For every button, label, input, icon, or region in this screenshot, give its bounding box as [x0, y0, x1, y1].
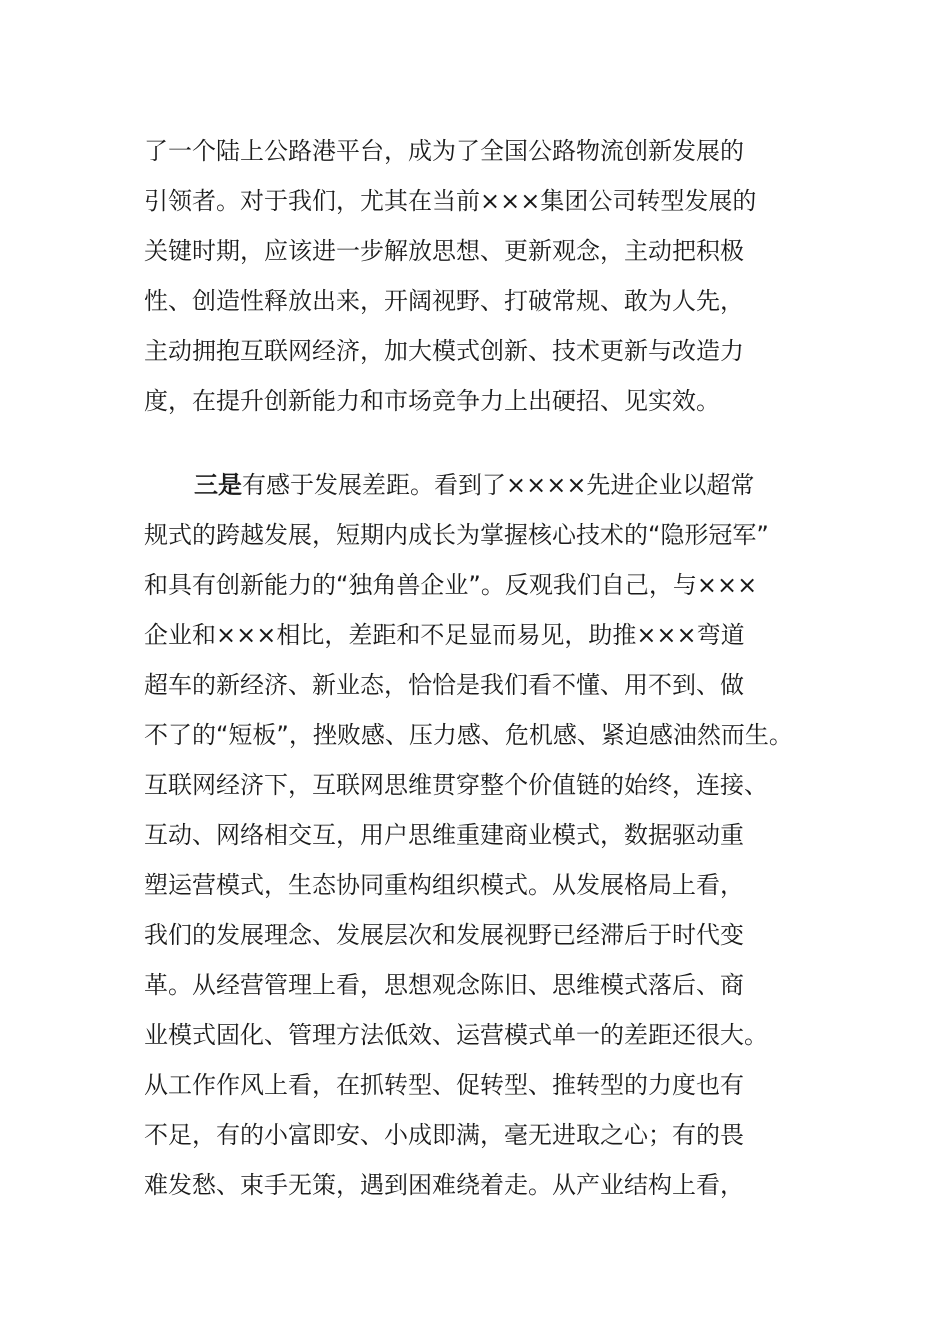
- paragraph-2-line: 不了的“短板”，挫败感、压力感、危机感、紧迫感油然而生。: [144, 721, 793, 749]
- paragraph-1-line: 了一个陆上公路港平台，成为了全国公路物流创新发展的: [144, 137, 744, 165]
- paragraph-2-line: 业模式固化、管理方法低效、运营模式单一的差距还很大。: [144, 1021, 768, 1049]
- paragraph-2-first-line: [144, 460, 844, 510]
- paragraph-2-line: 互联网经济下，互联网思维贯穿整个价值链的始终，连接、: [144, 771, 768, 799]
- paragraph-2-lead: 三是: [194, 471, 242, 499]
- paragraph-1-line: 引领者。对于我们，尤其在当前×××集团公司转型发展的: [144, 187, 757, 215]
- paragraph-2-line: 革。从经营管理上看，思想观念陈旧、思维模式落后、商: [144, 971, 744, 999]
- paragraph-2-line: 难发愁、束手无策，遇到困难绕着走。从产业结构上看，: [144, 1171, 744, 1199]
- paragraph-1: [144, 126, 844, 426]
- paragraph-2-first-line-text: 有感于发展差距。看到了××××先进企业以超常: [242, 471, 755, 499]
- paragraph-2-line: 和具有创新能力的“独角兽企业”。反观我们自己，与×××: [144, 571, 758, 599]
- paragraph-1-line: 关键时期，应该进一步解放思想、更新观念，主动把积极: [144, 237, 744, 265]
- paragraph-2-line: 塑运营模式，生态协同重构组织模式。从发展格局上看，: [144, 871, 744, 899]
- paragraph-1-line: 主动拥抱互联网经济，加大模式创新、技术更新与改造力: [144, 337, 744, 365]
- paragraph-2-line: 企业和×××相比，差距和不足显而易见，助推×××弯道: [144, 621, 745, 649]
- paragraph-2: [144, 460, 844, 1210]
- paragraph-1-line: 性、创造性释放出来，开阔视野、打破常规、敢为人先，: [144, 287, 744, 315]
- paragraph-2-line: 互动、网络相交互，用户思维重建商业模式，数据驱动重: [144, 821, 744, 849]
- paragraph-1-line: 度，在提升创新能力和市场竞争力上出硬招、见实效。: [144, 387, 720, 415]
- paragraph-2-line: 从工作作风上看，在抓转型、促转型、推转型的力度也有: [144, 1071, 744, 1099]
- paragraph-2-line: 我们的发展理念、发展层次和发展视野已经滞后于时代变: [144, 921, 744, 949]
- paragraph-2-line: 不足，有的小富即安、小成即满，毫无进取之心；有的畏: [144, 1121, 744, 1149]
- paragraph-2-line: 超车的新经济、新业态，恰恰是我们看不懂、用不到、做: [144, 671, 744, 699]
- paragraph-2-line: 规式的跨越发展，短期内成长为掌握核心技术的“隐形冠军”: [144, 521, 769, 549]
